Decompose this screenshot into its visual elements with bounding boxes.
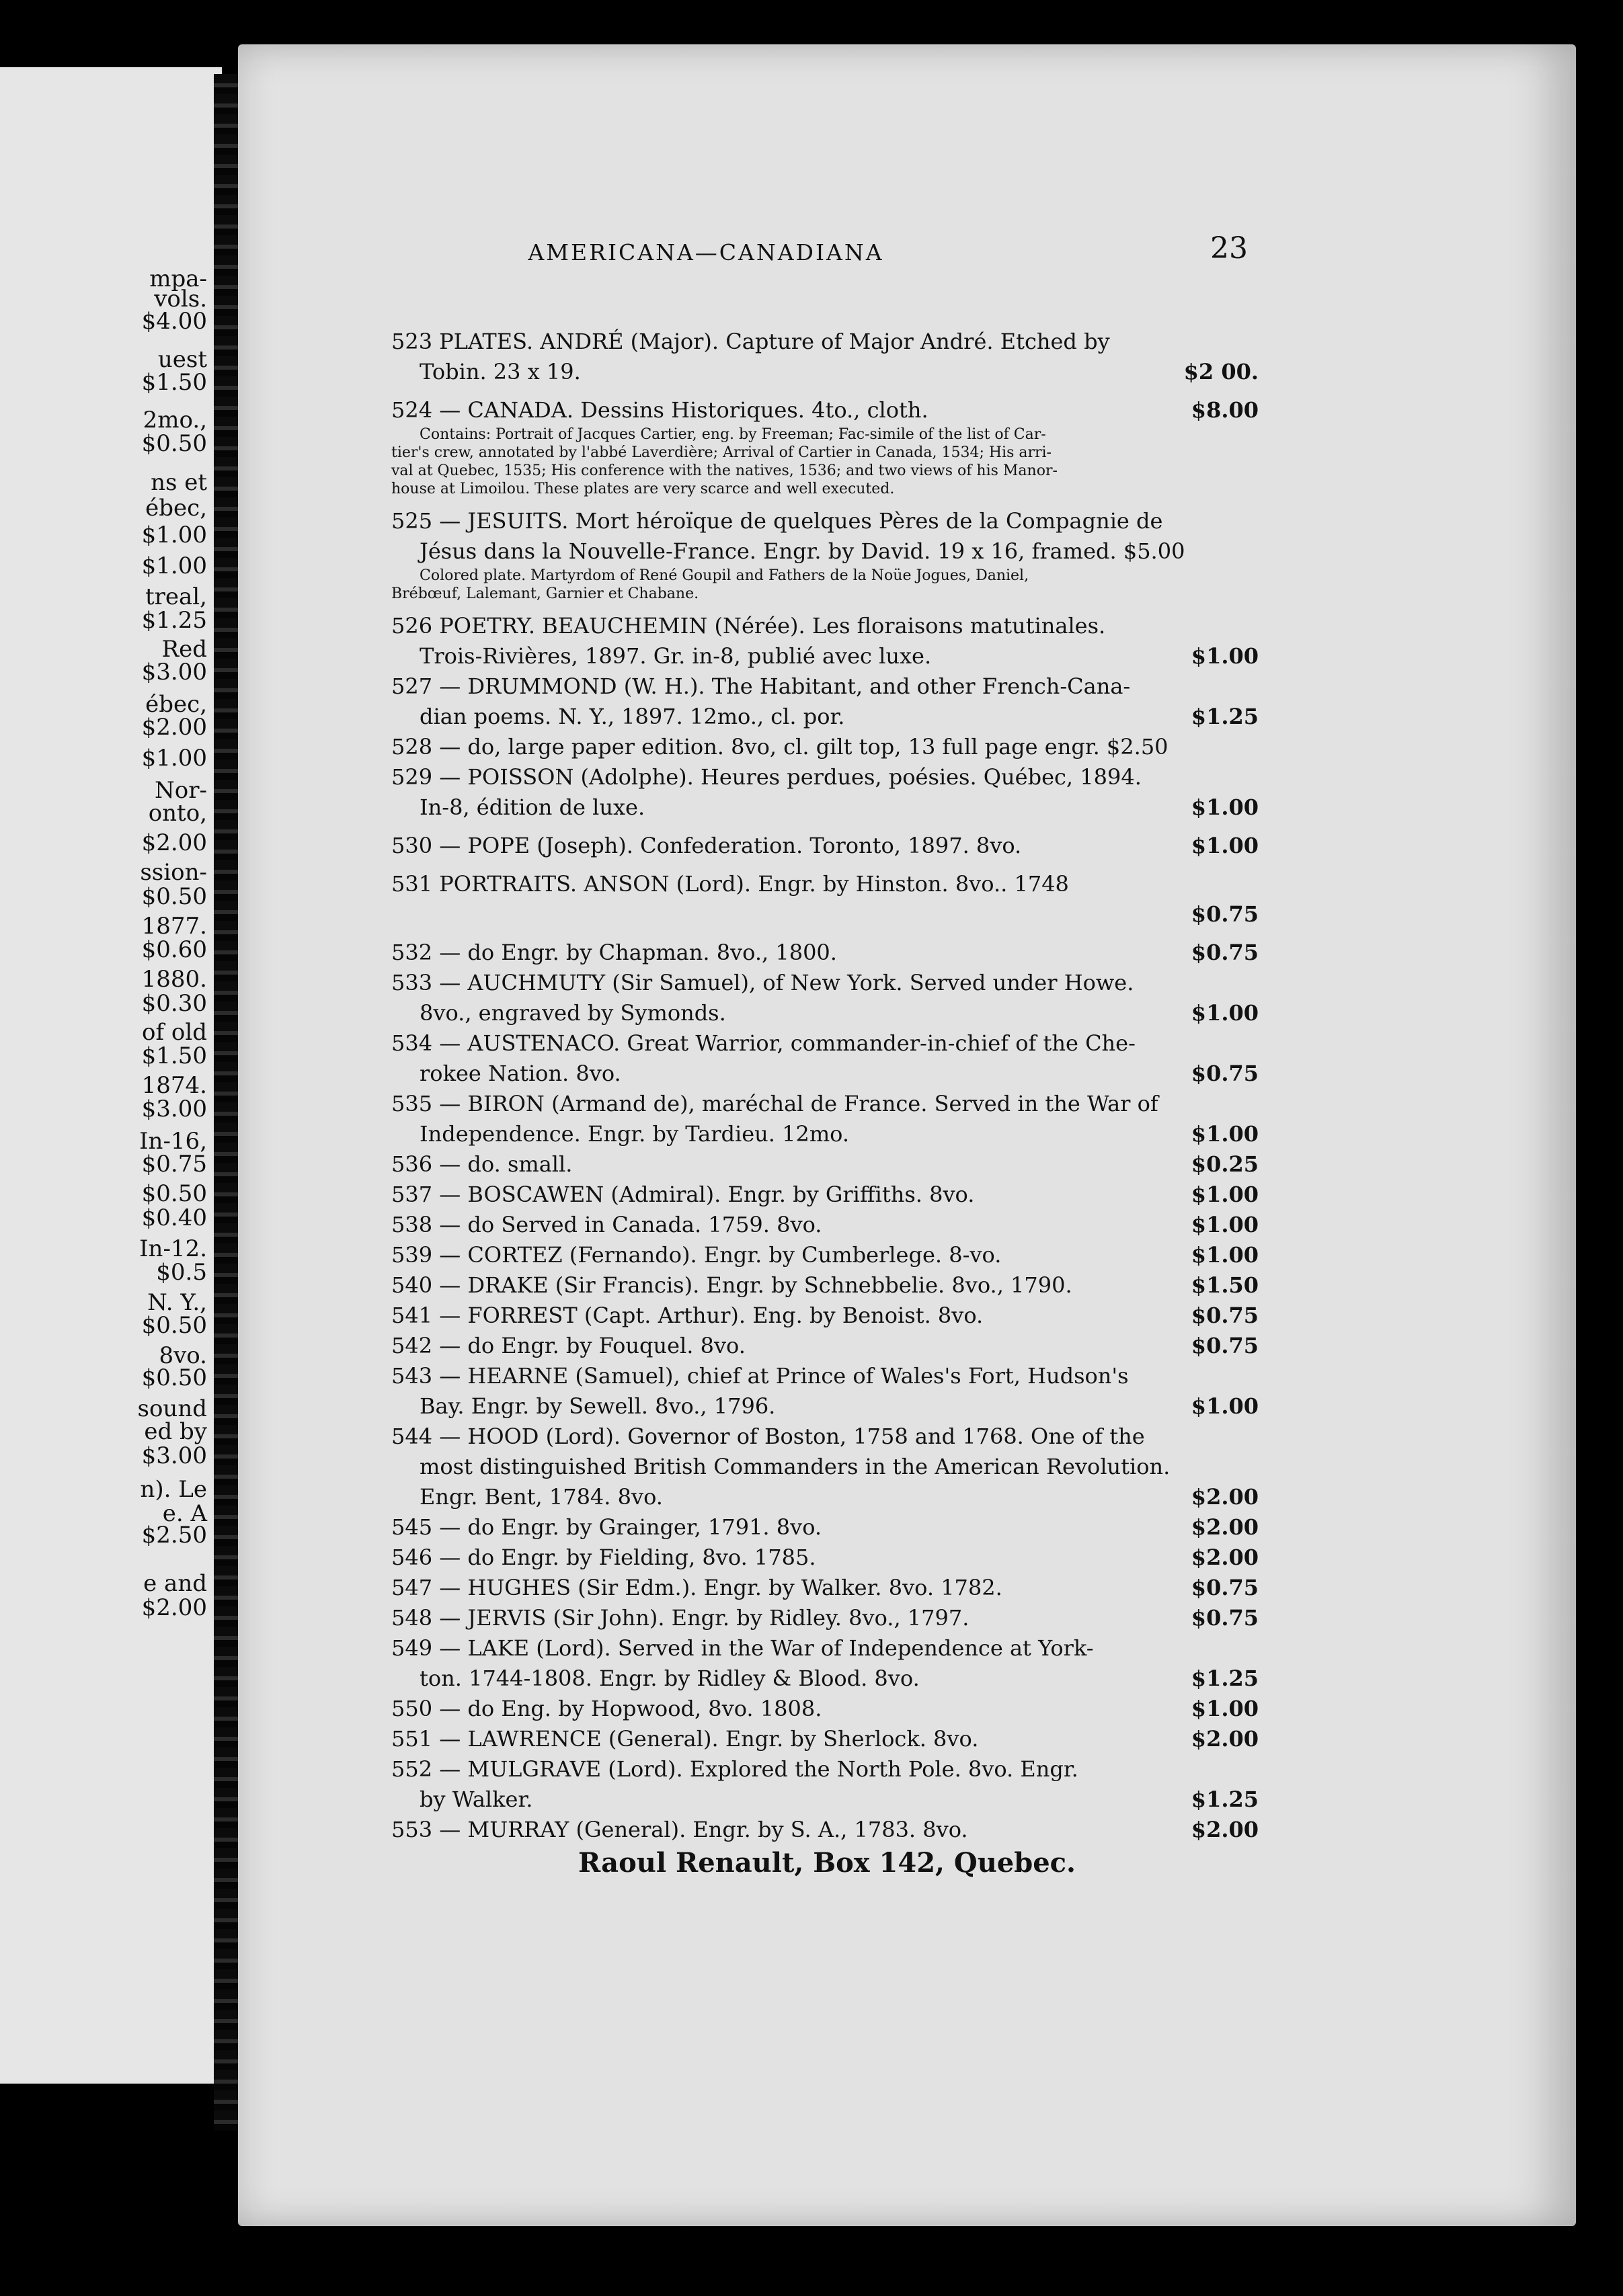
entry-text: most distinguished British Commanders in the American Revolution. bbox=[420, 1454, 1171, 1479]
previous-page-text: $0.40 bbox=[141, 1204, 207, 1231]
catalogue-line bbox=[391, 1180, 1259, 1210]
catalogue-line bbox=[391, 1361, 1259, 1391]
catalogue-line bbox=[391, 1543, 1259, 1573]
previous-page-text: $0.60 bbox=[141, 936, 207, 963]
previous-page-text: $2.00 bbox=[141, 829, 207, 856]
entry-price: $0.75 bbox=[1191, 1605, 1259, 1631]
previous-page-text: Nor- bbox=[155, 777, 207, 804]
catalogue-line bbox=[391, 480, 1259, 498]
catalogue-line bbox=[391, 1119, 1259, 1149]
entry-price: $1.00 bbox=[1191, 1121, 1259, 1147]
catalogue-line bbox=[391, 762, 1259, 792]
catalogue-line bbox=[391, 792, 1259, 823]
entry-price: $0.75 bbox=[1191, 1303, 1259, 1328]
catalogue-line bbox=[391, 444, 1259, 462]
previous-page-text: In-16, bbox=[139, 1128, 207, 1155]
previous-page-text: treal, bbox=[145, 583, 207, 610]
catalogue-line bbox=[391, 357, 1259, 387]
entry-text: val at Quebec, 1535; His conference with the natives, 1536; and two views of his Manor- bbox=[391, 462, 1058, 479]
entry-text: 532 — do Engr. by Chapman. 8vo., 1800. bbox=[391, 940, 837, 965]
entry-price: $0.75 bbox=[1191, 1333, 1259, 1358]
catalogue-line bbox=[391, 1724, 1259, 1754]
previous-page-text: $2.00 bbox=[141, 714, 207, 741]
entry-text: 537 — BOSCAWEN (Admiral). Engr. by Griffiths. 8vo. bbox=[391, 1182, 975, 1207]
previous-page-text: $1.50 bbox=[141, 1042, 207, 1069]
catalogue-line bbox=[391, 1270, 1259, 1301]
entry-price: $1.00 bbox=[1191, 1000, 1259, 1026]
previous-page-text: $1.00 bbox=[141, 745, 207, 772]
previous-page-text: e and bbox=[143, 1570, 207, 1597]
previous-page-text: ns et bbox=[151, 469, 207, 496]
catalogue-line bbox=[391, 641, 1259, 671]
previous-page-text: $0.50 bbox=[141, 430, 207, 457]
entry-text: 8vo., engraved by Symonds. bbox=[420, 1000, 726, 1026]
previous-page-text: In-12. bbox=[139, 1235, 207, 1262]
previous-page-text: $0.5 bbox=[156, 1259, 207, 1286]
previous-page-text: 8vo. bbox=[159, 1342, 207, 1369]
entry-text: 533 — AUCHMUTY (Sir Samuel), of New York. Served under Howe. bbox=[391, 970, 1134, 995]
entry-price: $8.00 bbox=[1191, 397, 1259, 423]
previous-page-text: $0.50 bbox=[141, 883, 207, 910]
catalogue-line bbox=[391, 1059, 1259, 1089]
entry-price: $1.00 bbox=[1191, 833, 1259, 858]
catalogue-line bbox=[391, 1422, 1259, 1452]
entry-price: $0.75 bbox=[1191, 940, 1259, 965]
catalogue-line bbox=[391, 732, 1259, 762]
entry-text: rokee Nation. 8vo. bbox=[420, 1061, 621, 1086]
entry-price: $1.00 bbox=[1191, 1182, 1259, 1207]
entry-text: In-8, édition de luxe. bbox=[420, 794, 645, 820]
previous-page-text: 2mo., bbox=[143, 407, 207, 434]
previous-page-text: e. A bbox=[162, 1500, 207, 1527]
entry-text: 544 — HOOD (Lord). Governor of Boston, 1758 and 1768. One of the bbox=[391, 1424, 1145, 1449]
entry-text: 551 — LAWRENCE (General). Engr. by Sherlock. 8vo. bbox=[391, 1726, 979, 1752]
catalogue-line bbox=[391, 1331, 1259, 1361]
previous-page-text: $1.25 bbox=[141, 607, 207, 634]
entry-text: Bay. Engr. by Sewell. 8vo., 1796. bbox=[420, 1393, 776, 1419]
previous-page-text: $0.75 bbox=[141, 1151, 207, 1178]
catalogue-line bbox=[391, 1301, 1259, 1331]
entry-text: 531 PORTRAITS. ANSON (Lord). Engr. by Hinston. 8vo.. 1748 bbox=[391, 871, 1069, 897]
previous-page-text: 1880. bbox=[141, 966, 207, 993]
entry-text: 528 — do, large paper edition. 8vo, cl. gilt top, 13 full page engr. $2.50 bbox=[391, 734, 1169, 760]
catalogue-line bbox=[391, 1391, 1259, 1422]
page-number: 23 bbox=[1210, 231, 1248, 265]
catalogue-line bbox=[391, 899, 1259, 930]
previous-page-text: ébec, bbox=[145, 495, 207, 522]
catalogue-line bbox=[391, 1452, 1259, 1482]
entry-text: 546 — do Engr. by Fielding, 8vo. 1785. bbox=[391, 1545, 816, 1570]
entry-text: Contains: Portrait of Jacques Cartier, eng. by Freeman; Fac-simile of the list of Car- bbox=[420, 426, 1046, 443]
entry-text: Independence. Engr. by Tardieu. 12mo. bbox=[420, 1121, 850, 1147]
entry-price: $1.00 bbox=[1191, 1696, 1259, 1721]
catalogue-line bbox=[391, 831, 1259, 861]
entry-price: $1.50 bbox=[1191, 1272, 1259, 1298]
catalogue-line bbox=[391, 1603, 1259, 1633]
entry-price: $1.00 bbox=[1191, 1393, 1259, 1419]
previous-page-text: n). Le bbox=[140, 1476, 207, 1503]
catalogue-line bbox=[391, 1573, 1259, 1603]
previous-page-text: $3.00 bbox=[141, 1096, 207, 1122]
catalogue-line bbox=[391, 998, 1259, 1028]
entry-price: $1.25 bbox=[1191, 1787, 1259, 1812]
book-spine bbox=[214, 74, 241, 2131]
entry-text: 536 — do. small. bbox=[391, 1151, 573, 1177]
entry-price: $1.00 bbox=[1191, 643, 1259, 669]
previous-page-text: of old bbox=[142, 1019, 207, 1046]
entry-price: $0.75 bbox=[1191, 901, 1259, 927]
catalogue-line bbox=[391, 1089, 1259, 1119]
entry-text: 549 — LAKE (Lord). Served in the War of Independence at York- bbox=[391, 1635, 1094, 1661]
previous-page-text: $3.00 bbox=[141, 1442, 207, 1469]
previous-page-text: $2.00 bbox=[141, 1594, 207, 1621]
previous-page-text: $3.00 bbox=[141, 659, 207, 686]
entry-text: 538 — do Served in Canada. 1759. 8vo. bbox=[391, 1212, 822, 1237]
catalogue-line bbox=[391, 1482, 1259, 1512]
entry-text: 548 — JERVIS (Sir John). Engr. by Ridley. 8vo., 1797. bbox=[391, 1605, 969, 1631]
entry-text: 534 — AUSTENACO. Great Warrior, commander-in-chief of the Che- bbox=[391, 1030, 1136, 1056]
catalogue-line bbox=[391, 611, 1259, 641]
previous-page-text: $0.50 bbox=[141, 1364, 207, 1391]
catalogue-line bbox=[391, 536, 1259, 567]
entry-text: Tobin. 23 x 19. bbox=[420, 359, 581, 384]
previous-page-text: ébec, bbox=[145, 691, 207, 718]
entry-text: Brébœuf, Lalemant, Garnier et Chabane. bbox=[391, 585, 699, 602]
catalogue-line bbox=[391, 327, 1259, 357]
entry-price: $1.00 bbox=[1191, 1212, 1259, 1237]
catalogue-line bbox=[391, 462, 1259, 480]
previous-page-text: $4.00 bbox=[141, 308, 207, 335]
entry-text: 539 — CORTEZ (Fernando). Engr. by Cumberlege. 8-vo. bbox=[391, 1242, 1002, 1268]
entry-text: ton. 1744-1808. Engr. by Ridley & Blood. 8vo. bbox=[420, 1666, 920, 1691]
previous-page-margin bbox=[0, 67, 222, 2084]
entry-text: 523 PLATES. ANDRÉ (Major). Capture of Major André. Etched by bbox=[391, 329, 1110, 354]
catalogue-line bbox=[391, 1633, 1259, 1664]
entry-text: 550 — do Eng. by Hopwood, 8vo. 1808. bbox=[391, 1696, 822, 1721]
previous-page-text: onto, bbox=[148, 800, 207, 827]
entry-price: $2.00 bbox=[1191, 1817, 1259, 1842]
entry-text: 543 — HEARNE (Samuel), chief at Prince of Wales's Fort, Hudson's bbox=[391, 1363, 1129, 1389]
catalogue-line bbox=[391, 1664, 1259, 1694]
entry-text: 541 — FORREST (Capt. Arthur). Eng. by Benoist. 8vo. bbox=[391, 1303, 984, 1328]
entry-text: 553 — MURRAY (General). Engr. by S. A., 1783. 8vo. bbox=[391, 1817, 968, 1842]
catalogue-line bbox=[391, 671, 1259, 702]
previous-page-text: vols. bbox=[154, 286, 207, 313]
previous-page-text: $0.50 bbox=[141, 1180, 207, 1207]
catalogue-line bbox=[391, 425, 1259, 444]
entry-text: Trois-Rivières, 1897. Gr. in-8, publié avec luxe. bbox=[420, 643, 932, 669]
catalogue-line bbox=[391, 585, 1259, 603]
catalogue-line bbox=[391, 1149, 1259, 1180]
previous-page-text: $1.50 bbox=[141, 369, 207, 396]
previous-page-text: mpa- bbox=[149, 265, 207, 292]
entry-price: $1.25 bbox=[1191, 704, 1259, 729]
entry-price: $2.00 bbox=[1191, 1545, 1259, 1570]
entry-text: 529 — POISSON (Adolphe). Heures perdues, poésies. Québec, 1894. bbox=[391, 764, 1142, 790]
entry-price: $2.00 bbox=[1191, 1514, 1259, 1540]
previous-page-text: $1.00 bbox=[141, 552, 207, 579]
entry-price: $1.00 bbox=[1191, 1242, 1259, 1268]
previous-page-text: $2.50 bbox=[141, 1522, 207, 1549]
entry-text: 547 — HUGHES (Sir Edm.). Engr. by Walker. 8vo. 1782. bbox=[391, 1575, 1002, 1600]
catalogue-line bbox=[391, 1694, 1259, 1724]
catalogue-line bbox=[391, 395, 1259, 425]
catalogue-line bbox=[391, 968, 1259, 998]
entry-text: Colored plate. Martyrdom of René Goupil and Fathers de la Noüe Jogues, Daniel, bbox=[420, 567, 1029, 584]
catalogue-line bbox=[391, 1240, 1259, 1270]
catalogue-line bbox=[391, 702, 1259, 732]
previous-page-text: Red bbox=[161, 636, 207, 663]
entry-text: 545 — do Engr. by Grainger, 1791. 8vo. bbox=[391, 1514, 822, 1540]
entry-text: 530 — POPE (Joseph). Confederation. Toronto, 1897. 8vo. bbox=[391, 833, 1022, 858]
entry-price: $2.00 bbox=[1191, 1726, 1259, 1752]
entry-price: $1.25 bbox=[1191, 1666, 1259, 1691]
entry-price: $0.25 bbox=[1191, 1151, 1259, 1177]
entry-text: 552 — MULGRAVE (Lord). Explored the North Pole. 8vo. Engr. bbox=[391, 1756, 1078, 1782]
page-header-title: AMERICANA—CANADIANA bbox=[528, 239, 884, 265]
entry-text: tier's crew, annotated by l'abbé Laverdière; Arrival of Cartier in Canada, 1534; His arri- bbox=[391, 444, 1052, 461]
entry-text: Jésus dans la Nouvelle-France. Engr. by David. 19 x 16, framed. $5.00 bbox=[420, 538, 1185, 564]
previous-page-text: ssion- bbox=[140, 859, 207, 886]
entry-price: $0.75 bbox=[1191, 1575, 1259, 1600]
catalogue-line bbox=[391, 1785, 1259, 1815]
entry-text: 525 — JESUITS. Mort héroïque de quelques Pères de la Compagnie de bbox=[391, 508, 1163, 534]
catalogue-line bbox=[391, 1815, 1259, 1845]
entry-text: 535 — BIRON (Armand de), maréchal de France. Served in the War of bbox=[391, 1091, 1158, 1116]
previous-page-text: ed by bbox=[144, 1418, 207, 1445]
entry-text: by Walker. bbox=[420, 1787, 533, 1812]
catalogue-line bbox=[391, 869, 1259, 899]
previous-page-text: 1874. bbox=[141, 1072, 207, 1099]
previous-page-text: sound bbox=[137, 1395, 207, 1422]
publisher-footer: Raoul Renault, Box 142, Quebec. bbox=[578, 1847, 1076, 1879]
catalogue-line bbox=[391, 506, 1259, 536]
catalogue-line bbox=[391, 1210, 1259, 1240]
previous-page-text: N. Y., bbox=[147, 1289, 207, 1316]
previous-page-text: $0.50 bbox=[141, 1312, 207, 1339]
entry-text: 526 POETRY. BEAUCHEMIN (Nérée). Les floraisons matutinales. bbox=[391, 613, 1106, 639]
entry-text: Engr. Bent, 1784. 8vo. bbox=[420, 1484, 663, 1510]
previous-page-text: 1877. bbox=[141, 913, 207, 940]
entry-text: 524 — CANADA. Dessins Historiques. 4to., cloth. bbox=[391, 397, 928, 423]
entry-text: 527 — DRUMMOND (W. H.). The Habitant, and other French-Cana- bbox=[391, 673, 1131, 699]
entry-text: 542 — do Engr. by Fouquel. 8vo. bbox=[391, 1333, 746, 1358]
previous-page-text: $1.00 bbox=[141, 522, 207, 548]
catalogue-line bbox=[391, 1754, 1259, 1785]
catalogue-line bbox=[391, 1512, 1259, 1543]
entry-price: $0.75 bbox=[1191, 1061, 1259, 1086]
entry-price: $2.00 bbox=[1191, 1484, 1259, 1510]
entry-text: dian poems. N. Y., 1897. 12mo., cl. por. bbox=[420, 704, 845, 729]
catalogue-entries bbox=[391, 327, 1259, 1845]
entry-price: $1.00 bbox=[1191, 794, 1259, 820]
previous-page-text: $0.30 bbox=[141, 990, 207, 1017]
entry-text: house at Limoilou. These plates are very scarce and well executed. bbox=[391, 481, 895, 497]
catalogue-line bbox=[391, 1028, 1259, 1059]
previous-page-text: uest bbox=[157, 346, 207, 373]
entry-price: $2 00. bbox=[1183, 359, 1259, 384]
entry-text: 540 — DRAKE (Sir Francis). Engr. by Schnebbelie. 8vo., 1790. bbox=[391, 1272, 1072, 1298]
catalogue-line bbox=[391, 938, 1259, 968]
catalogue-line bbox=[391, 567, 1259, 585]
